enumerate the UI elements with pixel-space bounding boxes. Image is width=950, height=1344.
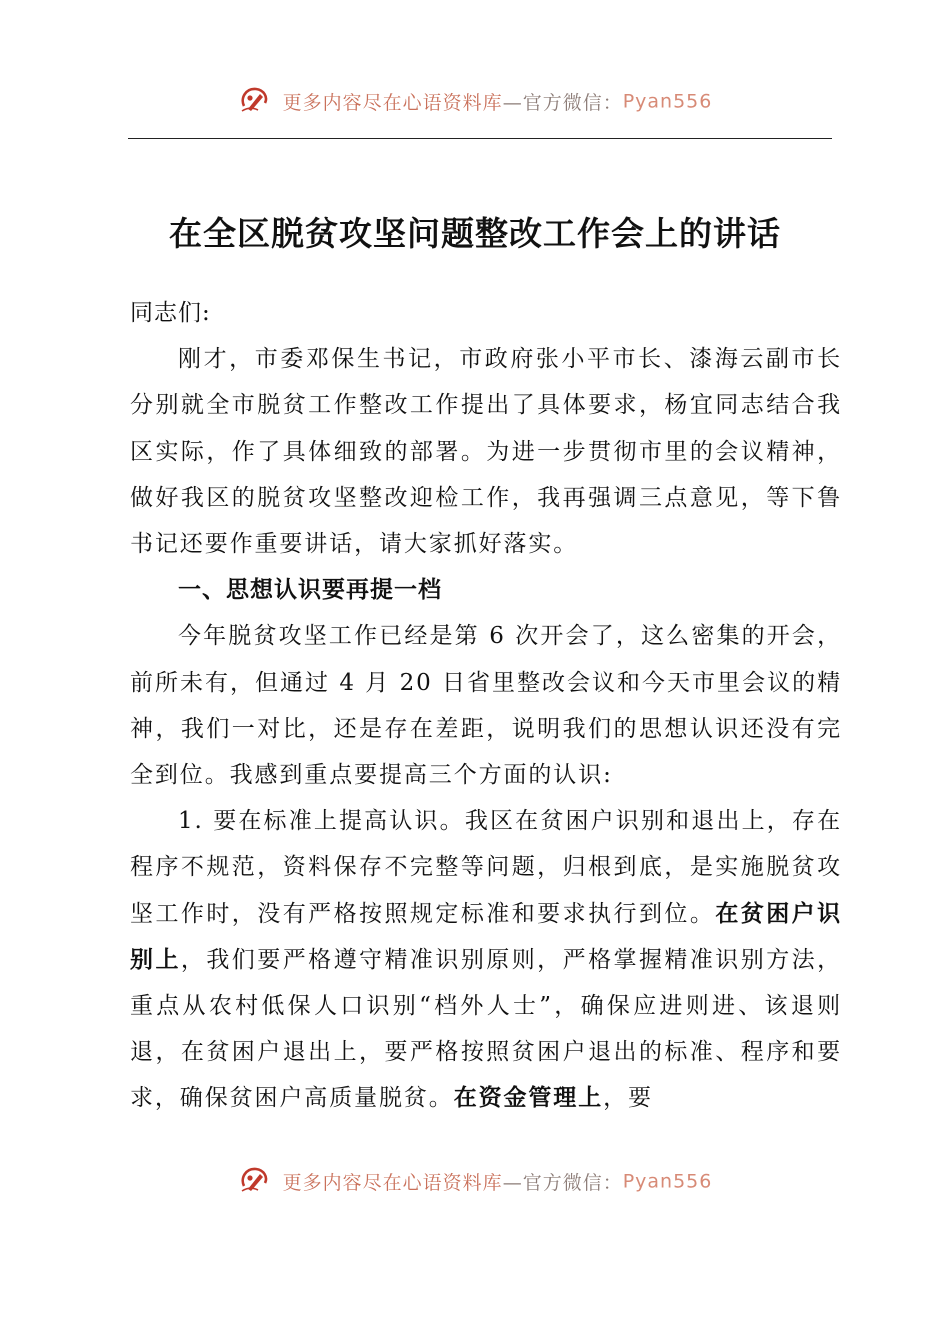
watermark-wechat-id: Pyan556: [622, 1170, 713, 1193]
watermark-wechat-label: —官方微信：: [502, 92, 623, 114]
header-watermark: [0, 84, 950, 119]
paragraph-3-middle: ，我们要严格遵守精准识别原则，严格掌握精准识别方法，重点从农村低保人口识别“档外人士”，确保应进则进、该退则退，在贫困户退出上，要严格按照贫困户退出的标准、程序和要求，确保贫困户高质量脱贫。: [130, 946, 842, 1112]
watermark-wechat-label: —官方微信：: [502, 1172, 623, 1194]
pen-logo-icon: [238, 1164, 272, 1199]
watermark-lead-text: 更多内容尽在心语资料库: [282, 92, 503, 114]
document-title: 在全区脱贫攻坚问题整改工作会上的讲话: [169, 214, 781, 253]
emphasis-poverty-identification: 在贫困户识别上: [130, 900, 843, 973]
watermark-lead-text: 更多内容尽在心语资料库: [282, 1172, 503, 1194]
pen-logo-icon: [238, 84, 272, 119]
greeting: 同志们:: [130, 300, 211, 326]
watermark-wechat-id: Pyan556: [622, 90, 713, 113]
section-heading-1: 一、思想认识要再提一档: [178, 577, 442, 604]
emphasis-fund-management: 在资金管理上: [453, 1085, 604, 1112]
paragraph-3: [130, 798, 842, 1121]
paragraph-2: 今年脱贫攻坚工作已经是第 6 次开会了，这么密集的开会，前所未有，但通过 4 月 20 日省里整改会议和今天市里会议的精神，我们一对比，还是存在差距，说明我们的思想认识还没有完全到位。我感到重点要提高三个方面的认识:: [130, 623, 842, 789]
footer-watermark: [0, 1164, 950, 1199]
paragraph-3-lead: 1. 要在标准上提高认识。我区在贫困户识别和退出上，存在程序不规范，资料保存不完整等问题，归根到底，是实施脱贫攻坚工作时，没有严格按照规定标准和要求执行到位。: [130, 808, 842, 927]
document-body: [130, 290, 842, 1122]
paragraph-3-tail: ，要: [603, 1085, 653, 1112]
paragraph-1: 刚才，市委邓保生书记，市政府张小平市长、漆海云副市长分别就全市脱贫工作整改工作提出了具体要求，杨宜同志结合我区实际，作了具体细致的部署。为进一步贯彻市里的会议精神，做好我区的脱贫攻坚整改迎检工作，我再强调三点意见，等下鲁书记还要作重要讲话，请大家抓好落实。: [130, 346, 842, 558]
header-divider: [128, 138, 832, 139]
